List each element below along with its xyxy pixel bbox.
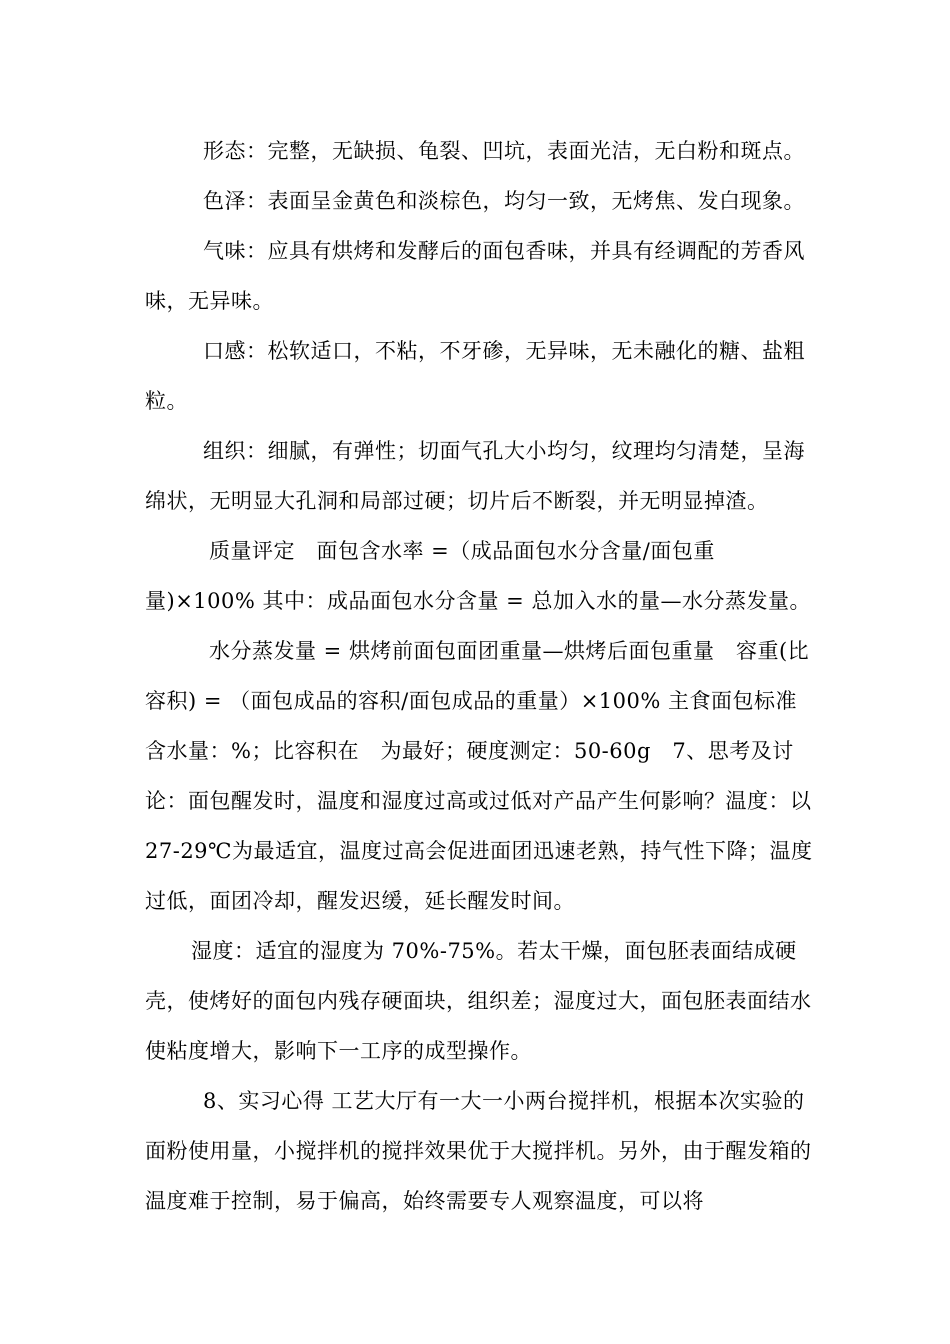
paragraph-color: 色泽：表面呈金黄色和淡棕色，均匀一致，无烤焦、发白现象。 [203, 189, 805, 213]
paragraph-internship-notes: 8、实习心得 工艺大厅有一大一小两台搅拌机，根据本次实验的面粉使用量，小搅拌机的搅拌效果优于大搅拌机。另外，由于醒发箱的温度难于控制，易于偏高，始终需要专人观察温度，可以将 [145, 1089, 812, 1213]
paragraph-humidity: 湿度：适宜的湿度为 70%-75%。若太干燥，面包胚表面结成硬壳，使烤好的面包内残存硬面块，组织差；湿度过大，面包胚表面结水使粘度增大，影响下一工序的成型操作。 [145, 939, 812, 1063]
paragraph-quality-evaluation: 质量评定 面包含水率 =（成品面包水分含量/面包重量)×100% 其中：成品面包水分含量 = 总加入水的量—水分蒸发量。 [145, 539, 811, 613]
paragraph-appearance: 形态：完整，无缺损、龟裂、凹坑，表面光洁，无白粉和斑点。 [203, 139, 805, 163]
paragraph-aroma: 气味：应具有烘烤和发酵后的面包香味，并具有经调配的芳香风味，无异味。 [145, 239, 805, 313]
document-body [145, 126, 815, 1226]
paragraph-taste: 口感：松软适口，不粘，不牙碜，无异味，无未融化的糖、盐粗粒。 [145, 339, 805, 413]
paragraph-texture: 组织：细腻，有弹性；切面气孔大小均匀，纹理均匀清楚，呈海绵状，无明显大孔洞和局部过硬；切片后不断裂，并无明显掉渣。 [145, 439, 805, 513]
paragraph-moisture-discussion: 水分蒸发量 = 烘烤前面包面团重量—烘烤后面包重量 容重(比容积) = （面包成品的容积/面包成品的重量）×100% 主食面包标准含水量：%；比容积在 为最好；硬度测定：50-60g 7、思考及讨论：面包醒发时，温度和湿度过高或过低对产品产生何影响？温度：以 27-29℃为最适宜，温度过高会促进面团迅速老熟，持气性下降；温度过低，面团冷却，醒发迟缓，延长醒发时间。 [145, 639, 813, 913]
